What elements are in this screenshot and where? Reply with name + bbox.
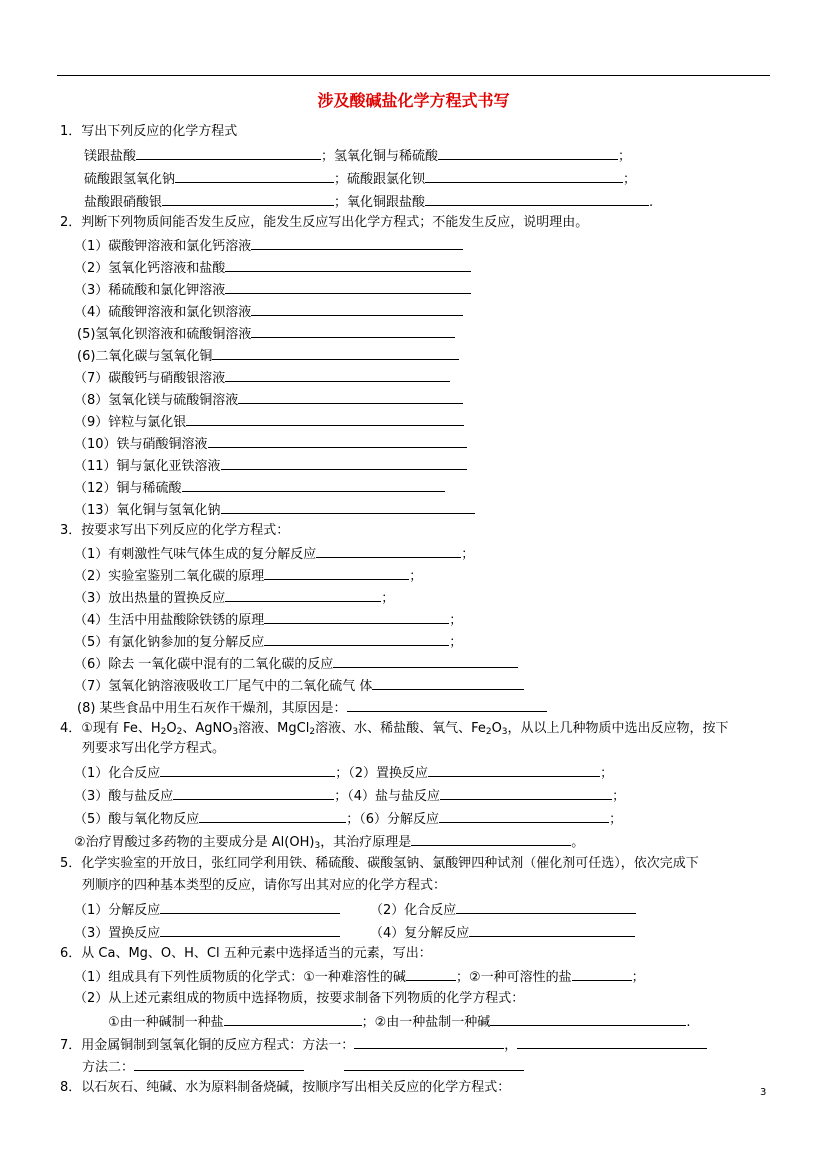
q5-row-2: （3）置换反应 [74, 924, 340, 940]
q1-heading: 1．写出下列反应的化学方程式 [60, 124, 238, 139]
answer-blank[interactable] [347, 699, 547, 712]
q4-heading: 4．①现有 Fe、$H_2O_2$、AgNO$_3$溶液、MgCl$_2$溶液、水、稀盐酸、氧气、$Fe_2O_3$，从以上几种物质中选出反应物，按下 [60, 721, 729, 737]
q2-item-9: （9）锌粒与氯化银 [74, 413, 464, 429]
answer-blank[interactable] [225, 369, 450, 382]
q7-row-2: 方法二： [82, 1058, 524, 1074]
q4-row-4: ②治疗胃酸过多药物的主要成分是 $Al(OH)_3$，其治疗原理是 。 [74, 835, 585, 851]
answer-blank[interactable] [251, 303, 463, 316]
answer-blank[interactable] [425, 170, 623, 183]
answer-blank[interactable] [264, 567, 409, 580]
answer-blank[interactable] [439, 810, 609, 823]
q4-heading-2: 列要求写出化学方程式。 [82, 741, 226, 756]
q4-row-2: （3）酸与盐反应 ；（4）盐与盐反应 ； [74, 789, 626, 804]
answer-blank[interactable] [372, 677, 524, 690]
q3-item-6: （6）除去 一氧化碳中混有的二氧化碳的反应 [74, 655, 518, 671]
answer-blank[interactable] [136, 147, 321, 160]
answer-blank[interactable] [572, 968, 632, 981]
q5-heading: 5．化学实验室的开放日，张红同学利用铁、稀硫酸、碳酸氢钠、氯酸钾四种试剂（催化剂可任选），依次完成下 [60, 856, 699, 871]
q6-row-1: （1）组成具有下列性质物质的化学式：①一种难溶性的碱 ；②一种可溶性的盐 ； [74, 970, 645, 985]
q2-item-4: （4）硫酸钾溶液和氯化钡溶液 [74, 303, 463, 319]
answer-blank[interactable] [438, 147, 618, 160]
q5-row-2b: （4）复分解反应 [370, 924, 635, 940]
q2-item-13: （13）氧化铜与氢氧化钠 [74, 501, 475, 517]
q5-row-1: （1）分解反应 [74, 901, 340, 917]
answer-blank[interactable] [344, 1058, 524, 1071]
answer-blank[interactable] [173, 787, 334, 800]
q4-row-3: （5）酸与氧化物反应 ；（6）分解反应 ； [74, 812, 623, 827]
answer-blank[interactable] [238, 391, 463, 404]
q2-heading: 2．判断下列物质间能否发生反应，能发生反应写出化学方程式；不能发生反应，说明理由。 [60, 215, 589, 230]
answer-blank[interactable] [160, 924, 340, 937]
q2-item-10: （10）铁与硝酸铜溶液 [74, 435, 467, 451]
answer-blank[interactable] [199, 810, 346, 823]
answer-blank[interactable] [316, 545, 461, 558]
answer-blank[interactable] [225, 589, 381, 602]
q3-item-7: （7）氢氧化钠溶液吸收工厂尾气中的二氧化硫气 体 [74, 677, 524, 693]
answer-blank[interactable] [425, 193, 649, 206]
q2-item-7: （7）碳酸钙与硝酸银溶液 [74, 369, 450, 385]
answer-blank[interactable] [406, 968, 456, 981]
q2-item-12: （12）铜与稀硫酸 [74, 479, 445, 495]
q2-item-8: （8）氢氧化镁与硫酸铜溶液 [74, 391, 463, 407]
answer-blank[interactable] [175, 170, 334, 183]
answer-blank[interactable] [440, 787, 612, 800]
q5-heading-2: 列顺序的四种基本类型的反应，请你写出其对应的化学方程式： [82, 878, 447, 893]
q8-heading: 8．以石灰石、纯碱、水为原料制备烧碱，按顺序写出相关反应的化学方程式： [60, 1080, 511, 1095]
answer-blank[interactable] [354, 1036, 504, 1049]
q3-heading: 3．按要求写出下列反应的化学方程式： [60, 523, 290, 538]
q6-row-2: （2）从上述元素组成的物质中选择物质，按要求制备下列物质的化学方程式： [74, 991, 525, 1006]
q1-row-3: 盐酸跟硝酸银 ；氧化铜跟盐酸 . [84, 195, 654, 210]
q2-item-1: （1）碳酸钾溶液和氯化钙溶液 [74, 237, 463, 253]
answer-blank[interactable] [251, 325, 455, 338]
answer-blank[interactable] [264, 633, 449, 646]
q5-row-1b: （2）化合反应 [370, 901, 636, 917]
answer-blank[interactable] [160, 764, 335, 777]
answer-blank[interactable] [162, 193, 334, 206]
answer-blank[interactable] [251, 237, 463, 250]
q2-item-2: （2）氢氧化钙溶液和盐酸 [74, 259, 471, 275]
answer-blank[interactable] [182, 479, 445, 492]
answer-blank[interactable] [411, 833, 571, 846]
q1-row-2: 硫酸跟氢氧化钠 ；硫酸跟氯化钡 ； [84, 172, 637, 187]
q6-heading: 6．从 Ca、Mg、O、H、Cl 五种元素中选择适当的元素，写出： [60, 946, 432, 961]
q2-item-6: (6)二氧化碳与氢氧化铜 [77, 347, 459, 363]
q2-item-5: (5)氢氧化钡溶液和硫酸铜溶液 [77, 325, 455, 341]
answer-blank[interactable] [490, 1013, 686, 1026]
q1-row-1: 镁跟盐酸 ；氢氧化铜与稀硫酸 ； [84, 149, 632, 164]
answer-blank[interactable] [212, 347, 459, 360]
q2-item-11: （11）铜与氯化亚铁溶液 [74, 457, 467, 473]
answer-blank[interactable] [264, 611, 449, 624]
answer-blank[interactable] [224, 1013, 362, 1026]
q3-item-8: (8) 某些食品中用生石灰作干燥剂，其原因是： [77, 699, 547, 715]
answer-blank[interactable] [333, 655, 518, 668]
q4-row-1: （1）化合反应 ；（2）置换反应 ； [74, 766, 614, 781]
q3-item-3: （3）放出热量的置换反应 ； [74, 591, 395, 606]
q3-item-4: （4）生活中用盐酸除铁锈的原理 ； [74, 613, 463, 628]
answer-blank[interactable] [469, 924, 635, 937]
q7-row-1: 7．用金属铜制到氢氧化铜的反应方程式：方法一： ， [60, 1036, 707, 1052]
answer-blank[interactable] [134, 1058, 304, 1071]
answer-blank[interactable] [221, 457, 467, 470]
answer-blank[interactable] [186, 413, 464, 426]
answer-blank[interactable] [517, 1036, 707, 1049]
answer-blank[interactable] [160, 901, 340, 914]
answer-blank[interactable] [208, 435, 467, 448]
answer-blank[interactable] [225, 259, 471, 272]
answer-blank[interactable] [428, 764, 600, 777]
q6-row-3: ①由一种碱制一种盐 ；②由一种盐制一种碱 . [108, 1015, 691, 1030]
answer-blank[interactable] [225, 281, 471, 294]
q3-item-2: （2）实验室鉴别二氧化碳的原理 ； [74, 569, 423, 584]
answer-blank[interactable] [456, 901, 636, 914]
q3-item-5: （5）有氯化钠参加的复分解反应 ； [74, 635, 463, 650]
page-number: 3 [760, 1087, 767, 1098]
page-title: 涉及酸碱盐化学方程式书写 [317, 91, 510, 110]
header-rule [57, 75, 770, 76]
q2-item-3: （3）稀硫酸和氯化钾溶液 [74, 281, 471, 297]
q3-item-1: （1）有刺激性气味气体生成的复分解反应 ； [74, 547, 475, 562]
answer-blank[interactable] [221, 501, 475, 514]
